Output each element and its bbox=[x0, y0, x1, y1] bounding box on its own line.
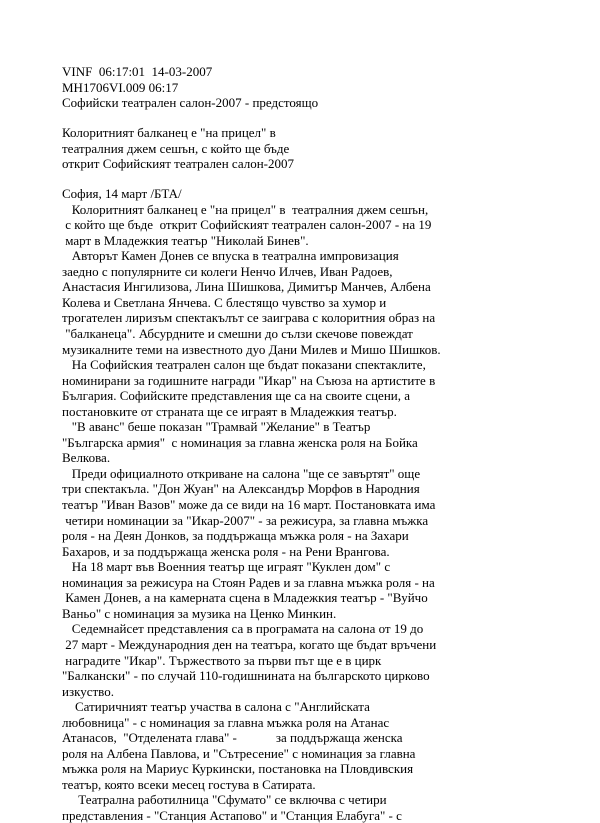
body-line: наградите "Икар". Тържеството за първи път ще е в цирк bbox=[62, 652, 382, 668]
body-line: Сатиричният театър участва в салона с "Английската bbox=[62, 699, 370, 715]
header-line: MH1706VI.009 06:17 bbox=[62, 79, 179, 95]
body-line: 27 март - Международния ден на театъра, когато ще бъдат връчени bbox=[62, 636, 437, 652]
body-line: любовница" - с номинация за главна мъжка роля на Атанас bbox=[62, 714, 390, 730]
body-line: "Българска армия" с номинация за главна женска роля на Бойка bbox=[62, 434, 418, 450]
body-line: "В аванс" беше показан "Трамвай "Желание" в Театър bbox=[62, 419, 371, 435]
body-line: Театрална работилница "Сфумато" се включва с четири bbox=[62, 792, 387, 808]
body-line: На 18 март във Военния театър ще играят "Куклен дом" с bbox=[62, 559, 391, 575]
body-line: Колоритният балканец е "на прицел" в театралния джем сешън, bbox=[62, 201, 429, 217]
header-line: Софийски театрален салон-2007 - предстоящо bbox=[62, 95, 319, 110]
body-line: роля на Албена Павлова, и "Сътресение" с номинация за главна bbox=[62, 745, 416, 761]
body-line: изкуство. bbox=[62, 683, 114, 699]
body-line: постановките от страната ще се играят в Младежкия театър. bbox=[62, 403, 397, 419]
body-line: Колева и Светлана Янчева. С блестящо чувство за хумор и bbox=[62, 294, 387, 310]
body-line: Камен Донев, а на камерната сцена в Младежкия театър - "Вуйчо bbox=[62, 590, 428, 606]
body-line: Велкова. bbox=[62, 450, 111, 466]
header-line: VINF 06:17:01 14-03-2007 bbox=[62, 64, 213, 79]
body-line: Ваньо" с номинация за музика на Ценко Минкин. bbox=[62, 605, 337, 621]
body-line: с който ще бъде открит Софийският театрален салон-2007 - на 19 bbox=[62, 217, 432, 233]
body-line: театър, която всеки месец гостува в Сатирата. bbox=[62, 776, 316, 792]
body-line: роля - на Деян Донков, за поддържаща мъжка роля - на Захари bbox=[62, 528, 409, 544]
lead-line: театралния джем сешън, с който ще бъде bbox=[62, 140, 290, 156]
body-line: четири номинации за "Икар-2007" - за режисура, за главна мъжка bbox=[62, 512, 429, 528]
body-line: Бахаров, и за поддържаща женска роля - на Рени Врангова. bbox=[62, 543, 390, 559]
body-line: заедно с популярните си колеги Ненчо Илчев, Иван Радоев, bbox=[62, 263, 393, 279]
body-line: "Балкански" - по случай 110-годишнината на българското цирково bbox=[62, 668, 430, 684]
body-line: Авторът Камен Донев се впуска в театрална импровизация bbox=[62, 248, 399, 264]
body-line: три спектакъла. "Дон Жуан" на Александър Морфов в Народния bbox=[62, 481, 420, 497]
body-line: Преди официалното откриване на салона "ще се завъртят" още bbox=[62, 465, 421, 481]
body-line: представления - "Станция Астапово" и "Станция Елабуга" - с bbox=[62, 808, 402, 823]
body-line: Анастасия Ингилизова, Лина Шишкова, Димитър Манчев, Албена bbox=[62, 279, 431, 295]
body-line: театър "Иван Вазов" може да се види на 16 март. Постановката има bbox=[62, 497, 436, 512]
body-line: март в Младежкия театър "Николай Бинев". bbox=[62, 232, 309, 248]
body-line: Седемнайсет представления са в програмата на салона от 19 до bbox=[62, 621, 424, 637]
body-line: музикалните теми на известното дуо Дани Милев и Мишо Шишков. bbox=[62, 341, 441, 357]
body-line: номинация за режисура на Стоян Радев и за главна мъжка роля - на bbox=[62, 574, 435, 590]
body-line: трогателен лиризъм спектакълът се заиграва с колоритния образ на bbox=[62, 310, 436, 326]
lead-line: Колоритният балканец е "на прицел" в bbox=[62, 125, 276, 140]
lead-line: открит Софийският театрален салон-2007 bbox=[62, 156, 294, 171]
body-line: България. Софийските представления ще са на своите сцени, а bbox=[62, 388, 410, 404]
body-line: номинирани за годишните награди "Икар" на Съюза на артистите в bbox=[62, 372, 436, 388]
body-line: София, 14 март /БТА/ bbox=[62, 186, 182, 201]
body-line: мъжка роля на Мариус Куркински, постановка на Пловдивския bbox=[62, 761, 414, 777]
body-line: На Софийския театрален салон ще бъдат показани спектаклите, bbox=[62, 357, 426, 373]
body-line: Атанасов, "Отделената глава" - за поддържаща женска bbox=[62, 730, 403, 746]
body-line: "балканеца". Абсурдните и смешни до сълзи скечове повеждат bbox=[62, 325, 413, 341]
